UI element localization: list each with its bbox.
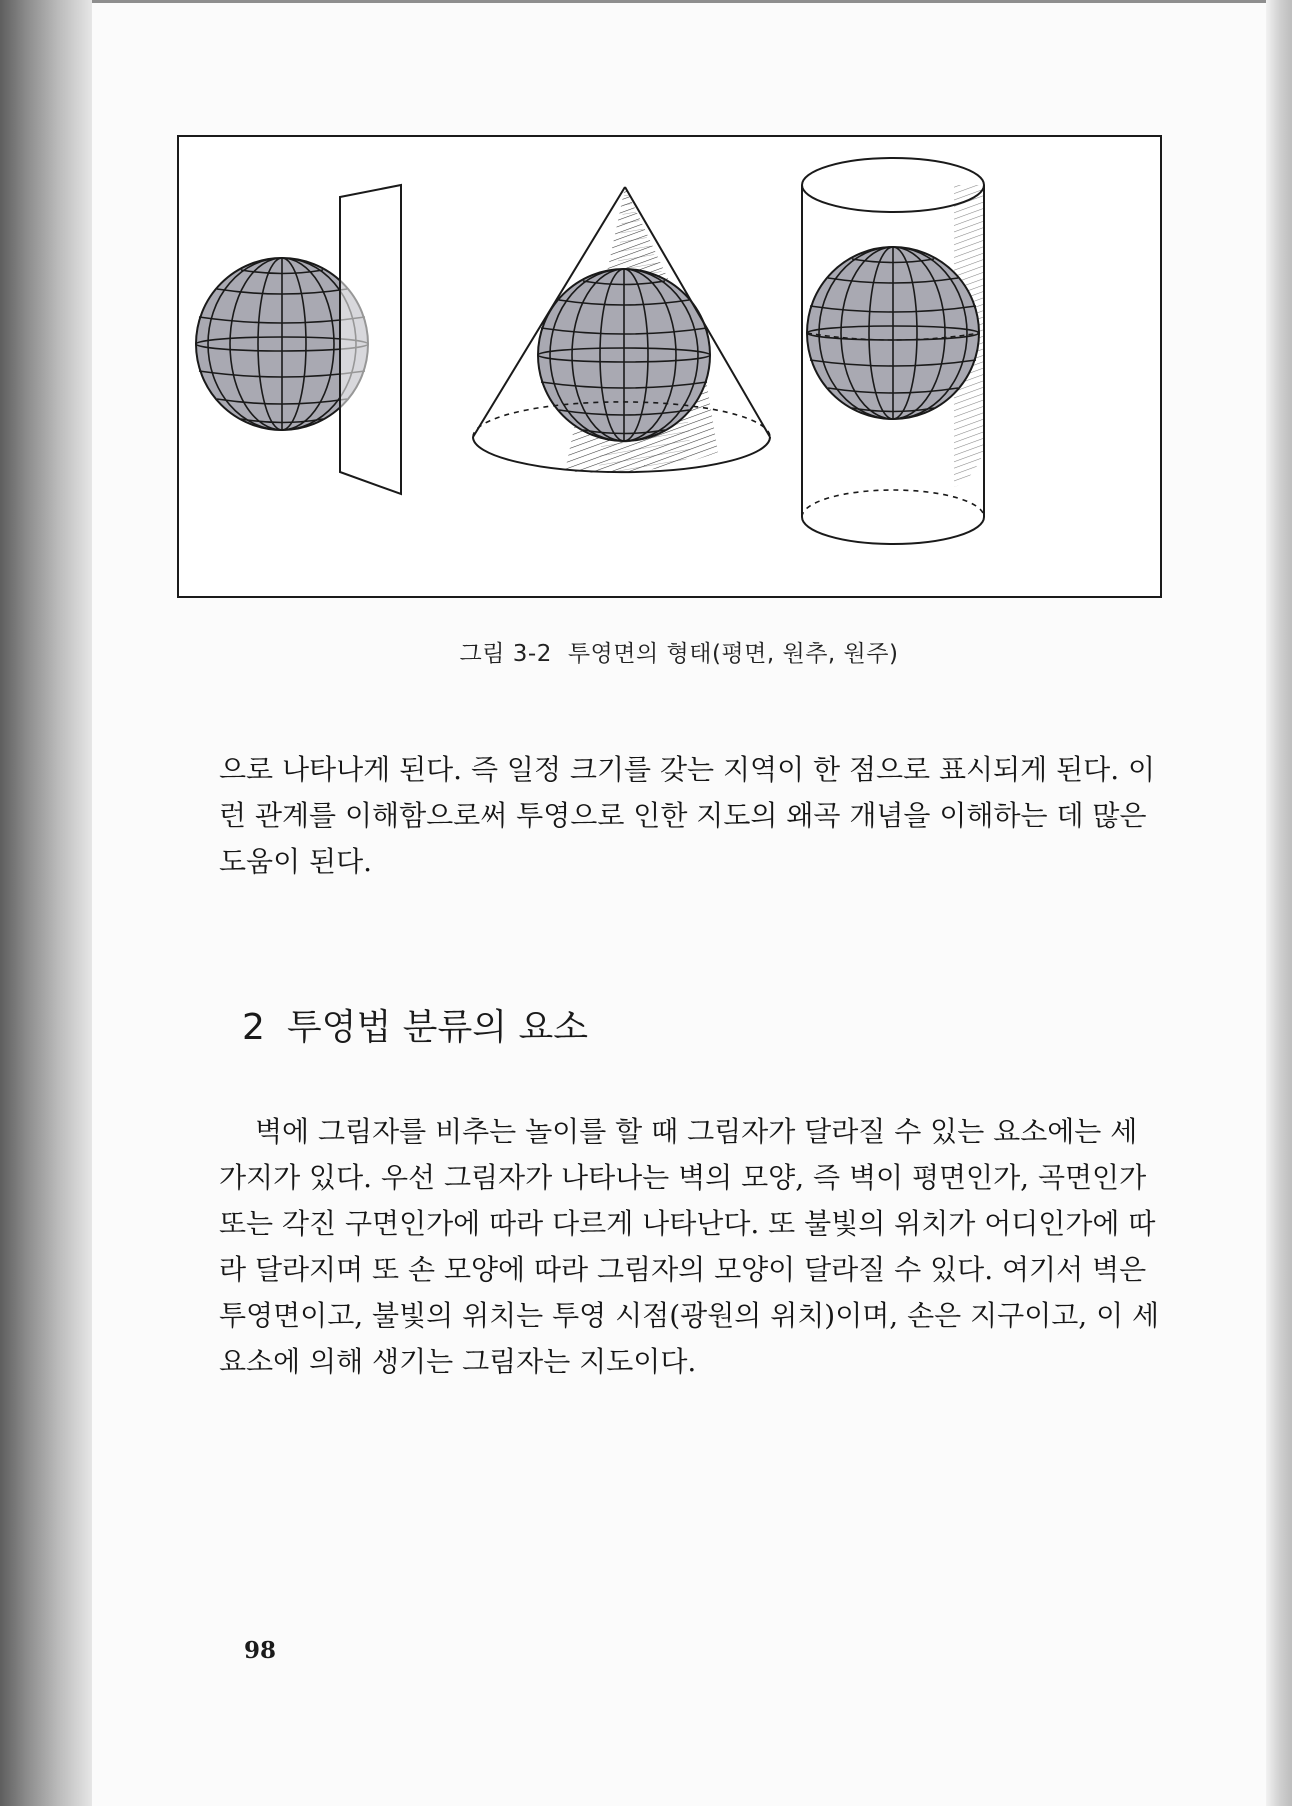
cone-projection-illustration [473, 187, 770, 473]
section-title: 투영법 분류의 요소 [286, 1007, 589, 1048]
page-number: 98 [244, 1637, 277, 1664]
cylinder-globe [807, 247, 979, 419]
body-paragraph-2: 벽에 그림자를 비추는 놀이를 할 때 그림자가 달라질 수 있는 요소에는 세 가지가 있다. 우선 그림자가 나타나는 벽의 모양, 즉 벽이 평면인가, 곡면인가 또는 각진 구면인가에 따라 다르게 나타난다. 또 불빛의 위치가 어디인가에 따라 달라지며 또 손 모양에 따라 그림자의 모양이 달라질 수 있다. 여기서 벽은 투영면이고, 불빛의 위치는 투영 시점(광원의 위치)이며, 손은 지구이고, 이 세 요소에 의해 생기는 그림자는 지도이다. [219, 1115, 1160, 1378]
figure-number: 그림 3-2 [459, 641, 552, 667]
cone-globe [538, 269, 710, 441]
page-edge-shadow [1266, 0, 1292, 1806]
figure-illustration [179, 137, 1160, 596]
body-paragraph-1: 으로 나타나게 된다. 즉 일정 크기를 갖는 지역이 한 점으로 표시되게 된다. 이런 관계를 이해함으로써 투영으로 인한 지도의 왜곡 개념을 이해하는 데 많은 도움이 된다. [219, 753, 1156, 878]
section-heading [242, 999, 588, 1050]
book-page [92, 0, 1266, 1806]
book-spine-shadow [0, 0, 92, 1806]
cylinder-projection-illustration [802, 158, 984, 544]
section-number: 2 [242, 1007, 265, 1048]
plane-projection-illustration [196, 185, 401, 494]
projection-surfaces-figure [177, 135, 1162, 598]
figure-title: 투영면의 형태(평면, 원추, 원주) [567, 641, 899, 667]
figure-caption [92, 635, 1266, 668]
projection-plane [340, 185, 401, 494]
